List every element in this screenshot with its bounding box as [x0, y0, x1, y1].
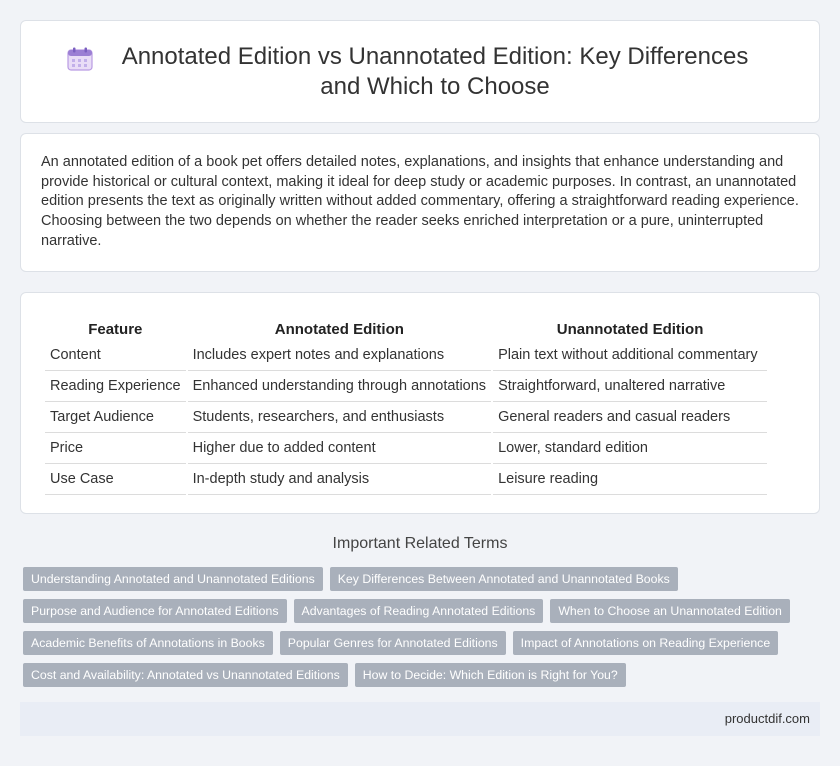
- page-title: Annotated Edition vs Unannotated Edition: Key Differences and Which to Choose: [121, 42, 749, 100]
- related-term-tag[interactable]: When to Choose an Unannotated Edition: [550, 599, 790, 623]
- table-cell: In-depth study and analysis: [188, 464, 491, 495]
- table-cell: Reading Experience: [45, 371, 186, 402]
- table-cell: Includes expert notes and explanations: [188, 340, 491, 371]
- related-term-tag[interactable]: Impact of Annotations on Reading Experience: [513, 631, 779, 655]
- table-row: [45, 371, 767, 402]
- intro-paragraph: An annotated edition of a book pet offers detailed notes, explanations, and insights that enhance understanding and provide historical or cultural context, making it ideal for deep study or academic purposes. In contrast, an unannotated edition presents the text as originally written without added commentary, offering a straightforward reading experience. Choosing between the two depends on whether the reader seeks enriched interpretation or a pure, uninterrupted narrative.: [41, 154, 799, 249]
- table-row: [45, 464, 767, 495]
- related-term-tag[interactable]: Cost and Availability: Annotated vs Unannotated Editions: [23, 663, 348, 687]
- table-header-cell: Unannotated Edition: [556, 321, 704, 338]
- table-cell: Content: [45, 340, 186, 371]
- table-cell: Lower, standard edition: [493, 433, 767, 464]
- related-term-tag[interactable]: How to Decide: Which Edition is Right for You?: [355, 663, 626, 687]
- table-row: [45, 402, 767, 433]
- table-cell: Students, researchers, and enthusiasts: [188, 402, 491, 433]
- related-term-tag[interactable]: Key Differences Between Annotated and Unannotated Books: [330, 567, 678, 591]
- table-cell: General readers and casual readers: [493, 402, 767, 433]
- table-cell: Higher due to added content: [188, 433, 491, 464]
- table-row: [45, 340, 767, 371]
- related-terms-title: Important Related Terms: [332, 535, 508, 552]
- footer: [20, 702, 820, 736]
- related-terms-row: [23, 631, 823, 655]
- table-cell: Use Case: [45, 464, 186, 495]
- table-cell: Price: [45, 433, 186, 464]
- table-row: [45, 433, 767, 464]
- related-term-tag[interactable]: Academic Benefits of Annotations in Books: [23, 631, 273, 655]
- header-card: [20, 20, 820, 123]
- table-header-cell: Feature: [88, 321, 143, 338]
- footer-site-link[interactable]: productdif.com: [724, 711, 810, 726]
- related-term-tag[interactable]: Purpose and Audience for Annotated Editions: [23, 599, 287, 623]
- table-cell: Leisure reading: [493, 464, 767, 495]
- related-term-tag[interactable]: Advantages of Reading Annotated Editions: [294, 599, 544, 623]
- table-cell: Target Audience: [45, 402, 186, 433]
- related-term-tag[interactable]: Understanding Annotated and Unannotated Editions: [23, 567, 323, 591]
- table-header-cell: Annotated Edition: [274, 321, 404, 338]
- related-terms-row: [23, 663, 823, 687]
- table-header-row: [45, 313, 767, 340]
- comparison-table-card: [20, 292, 820, 514]
- table-cell: Enhanced understanding through annotations: [188, 371, 491, 402]
- comparison-table: [43, 313, 769, 495]
- table-cell: Plain text without additional commentary: [493, 340, 767, 371]
- related-terms-row: [23, 599, 823, 623]
- related-terms-row: [23, 567, 823, 591]
- intro-card: [20, 133, 820, 272]
- related-term-tag[interactable]: Popular Genres for Annotated Editions: [280, 631, 506, 655]
- related-terms-list: [23, 567, 823, 695]
- table-cell: Straightforward, unaltered narrative: [493, 371, 767, 402]
